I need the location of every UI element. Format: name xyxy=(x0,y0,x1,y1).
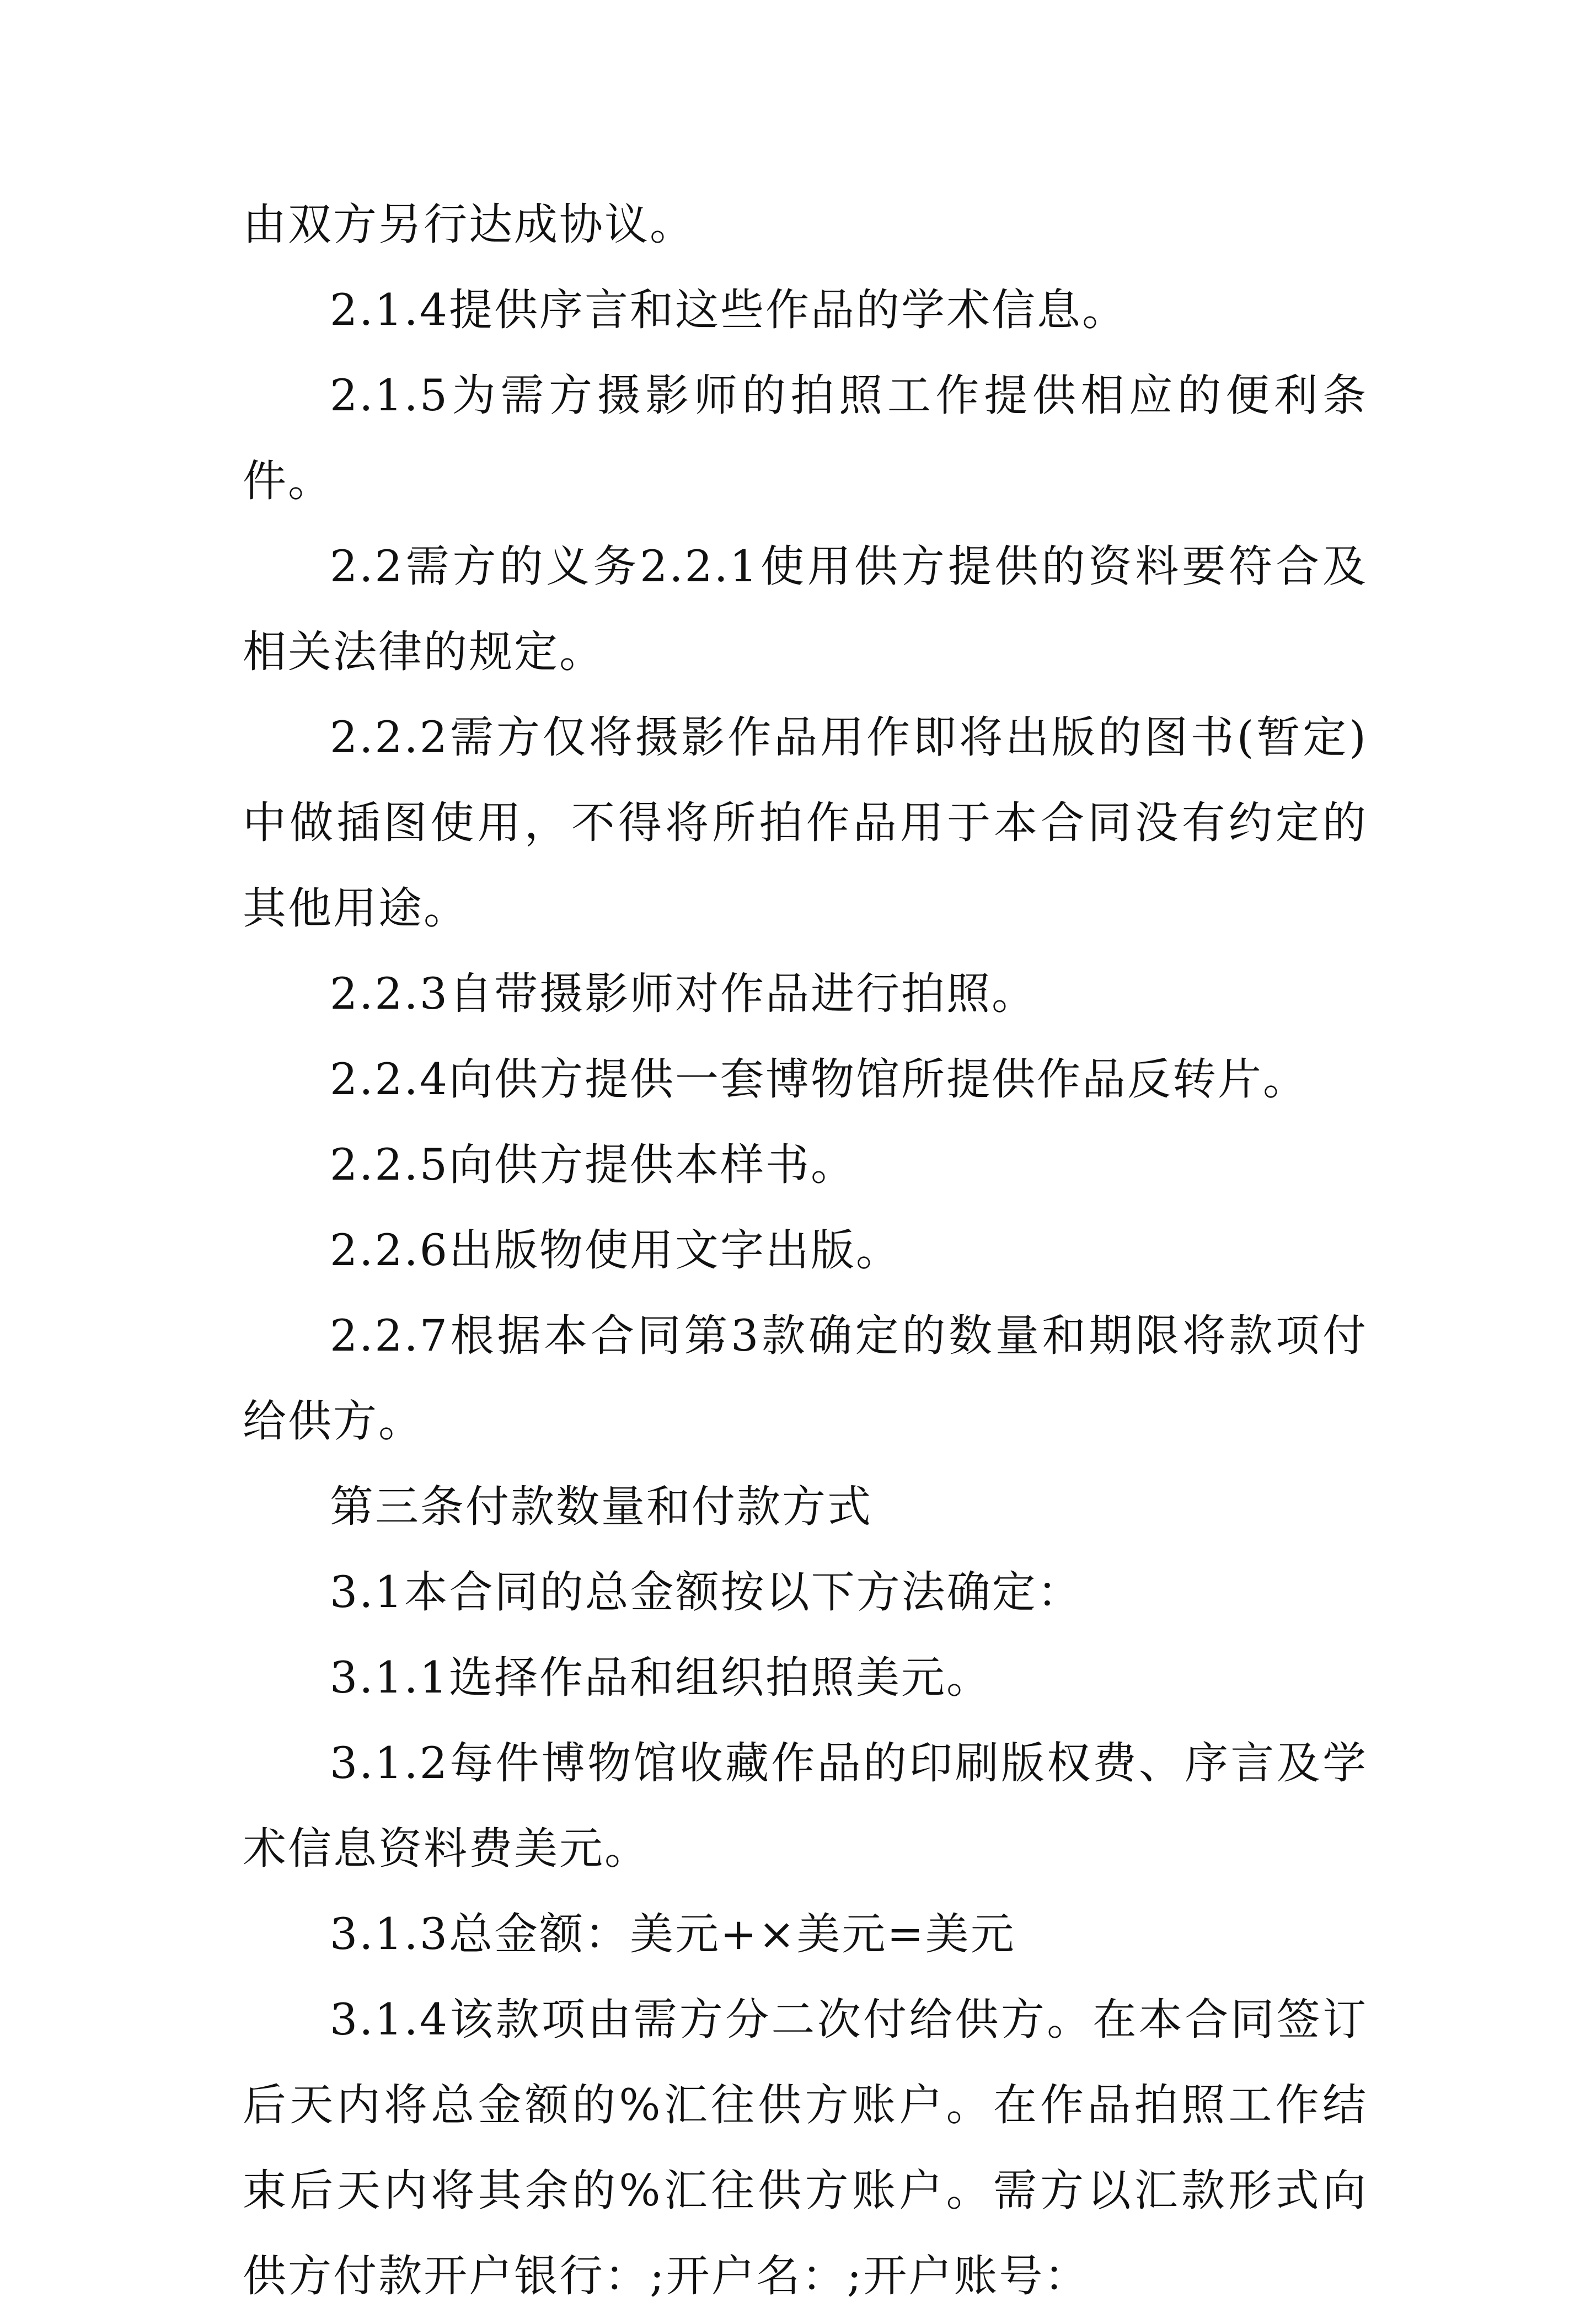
paragraph-clause-2-2-3: 2.2.3自带摄影师对作品进行拍照。 xyxy=(330,968,1037,1019)
paragraph-clause-2-2: 2.2需方的义务2.2.1使用供方提供的资料要符合及相关法律的规定。 xyxy=(243,541,1368,677)
paragraph-clause-2-2-2: 2.2.2需方仅将摄影作品用作即将出版的图书(暂定)中做插图使用，不得将所拍作品用于本合同没有约定的其他用途。 xyxy=(243,712,1368,934)
section-heading-article-3: 第三条付款数量和付款方式 xyxy=(330,1481,872,1532)
paragraph-clause-2-2-7: 2.2.7根据本合同第3款确定的数量和期限将款项付给供方。 xyxy=(243,1310,1368,1447)
paragraph-clause-2-2-5: 2.2.5向供方提供本样书。 xyxy=(330,1139,856,1190)
paragraph-clause-3-1: 3.1本合同的总金额按以下方法确定： xyxy=(330,1567,1083,1618)
paragraph-continuation: 由双方另行达成协议。 xyxy=(243,199,695,250)
paragraph-clause-2-2-6: 2.2.6出版物使用文字出版。 xyxy=(330,1225,902,1276)
paragraph-clause-3-1-2: 3.1.2每件博物馆收藏作品的印刷版权费、序言及学术信息资料费美元。 xyxy=(243,1738,1368,1874)
paragraph-clause-3-1-4: 3.1.4该款项由需方分二次付给供方。在本合同签订后天内将总金额的%汇往供方账户。在作品拍照工作结束后天内将其余的%汇往供方账户。需方以汇款形式向供方付款开户银行：;开户名：;开户账号： xyxy=(243,1994,1368,2301)
paragraph-clause-2-1-4: 2.1.4提供序言和这些作品的学术信息。 xyxy=(330,285,1128,335)
paragraph-clause-3-1-3: 3.1.3总金额：美元+×美元=美元 xyxy=(330,1909,1016,1959)
paragraph-clause-3-1-1: 3.1.1选择作品和组织拍照美元。 xyxy=(330,1652,992,1703)
paragraph-clause-2-1-5: 2.1.5为需方摄影师的拍照工作提供相应的便利条件。 xyxy=(243,370,1368,506)
document-body xyxy=(243,182,1368,2319)
paragraph-clause-2-2-4: 2.2.4向供方提供一套博物馆所提供作品反转片。 xyxy=(330,1054,1309,1105)
